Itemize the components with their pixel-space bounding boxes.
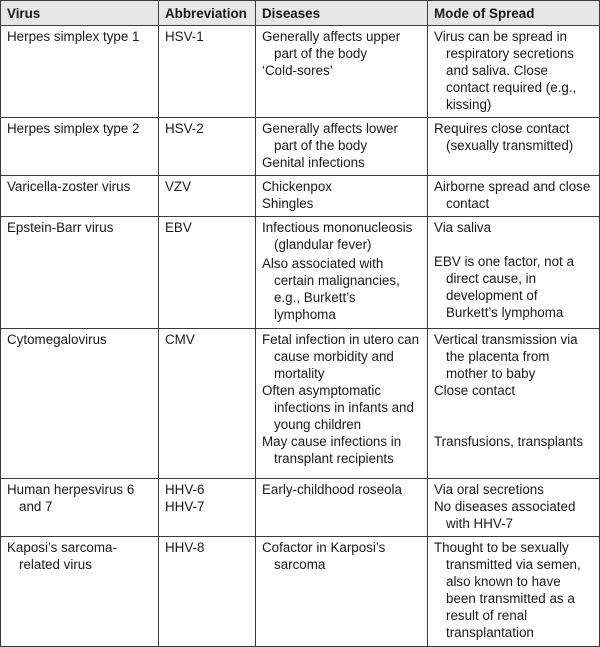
disease-text: Infectious mononucleosis (glandular fever) xyxy=(262,220,413,252)
spread-text: Via saliva xyxy=(434,220,492,235)
abbreviation-text: HHV-8 xyxy=(165,540,205,555)
abbreviation-text: HSV-1 xyxy=(165,29,204,44)
spread-text: Vertical transmission via the placenta from mother to baby xyxy=(434,332,578,381)
abbreviation-cell xyxy=(159,26,256,118)
abbreviation-cell xyxy=(159,118,256,176)
virus-name: Herpes simplex type 2 xyxy=(7,121,140,136)
spread-text: No diseases associated with HHV-7 xyxy=(434,499,576,531)
diseases-cell xyxy=(256,537,428,647)
disease-text: May cause infections in transplant recipients xyxy=(262,434,402,466)
diseases-cell xyxy=(256,479,428,537)
abbreviation-text: CMV xyxy=(165,332,195,347)
disease-text: Shingles xyxy=(262,196,314,211)
abbreviation-text: VZV xyxy=(165,179,192,194)
virus-cell xyxy=(1,118,159,176)
header-mode-of-spread: Mode of Spread xyxy=(428,1,600,26)
virus-cell xyxy=(1,479,159,537)
abbreviation-cell xyxy=(159,217,256,329)
abbreviation-text: HHV-6 xyxy=(165,482,205,497)
abbreviation-cell xyxy=(159,479,256,537)
virus-cell xyxy=(1,537,159,647)
diseases-cell xyxy=(256,329,428,479)
spread-cell xyxy=(428,217,600,329)
virus-name: Herpes simplex type 1 xyxy=(7,29,140,44)
spread-text: Requires close contact (sexually transmitted) xyxy=(434,121,574,153)
table-row xyxy=(1,118,600,176)
spread-text: Transfusions, transplants xyxy=(434,434,584,449)
virus-name: Kaposi’s sarcoma-related virus xyxy=(7,540,117,572)
abbreviation-cell xyxy=(159,537,256,647)
virus-cell xyxy=(1,26,159,118)
spread-text: EBV is one factor, not a direct cause, in development of Burkett’s lymphoma xyxy=(434,254,574,320)
spread-cell xyxy=(428,329,600,479)
table-row xyxy=(1,537,600,647)
virus-cell xyxy=(1,176,159,217)
abbreviation-cell xyxy=(159,329,256,479)
diseases-cell xyxy=(256,176,428,217)
spread-cell xyxy=(428,26,600,118)
header-virus: Virus xyxy=(1,1,159,26)
diseases-cell xyxy=(256,118,428,176)
virus-name: Epstein-Barr virus xyxy=(7,220,114,235)
table-row xyxy=(1,176,600,217)
abbreviation-text: HHV-7 xyxy=(165,499,205,514)
table-row xyxy=(1,26,600,118)
disease-text: Often asymptomatic infections in infants and young children xyxy=(262,383,414,432)
diseases-cell xyxy=(256,217,428,329)
spread-text: Virus can be spread in respiratory secretions and saliva. Close contact required (e.g., kissing) xyxy=(434,29,577,112)
header-diseases: Diseases xyxy=(256,1,428,26)
disease-text: Cofactor in Karposi’s sarcoma xyxy=(262,540,386,572)
abbreviation-cell xyxy=(159,176,256,217)
spread-text: Airborne spread and close contact xyxy=(434,179,591,211)
table-row xyxy=(1,217,600,329)
abbreviation-text: HSV-2 xyxy=(165,121,204,136)
spread-text: Via oral secretions xyxy=(434,482,544,497)
spread-text: Close contact xyxy=(434,383,516,398)
header-row xyxy=(1,1,600,26)
spread-cell xyxy=(428,176,600,217)
table-row xyxy=(1,329,600,479)
table-row xyxy=(1,479,600,537)
disease-text: Also associated with certain malignancies, e.g., Burkett’s lymphoma xyxy=(262,256,400,322)
disease-text: Generally affects lower part of the body xyxy=(262,121,398,153)
virus-cell xyxy=(1,329,159,479)
disease-text: Early-childhood roseola xyxy=(262,482,402,497)
spread-cell xyxy=(428,118,600,176)
virus-name: Cytomegalovirus xyxy=(7,332,107,347)
disease-text: Generally affects upper part of the body xyxy=(262,29,401,61)
diseases-cell xyxy=(256,26,428,118)
abbreviation-text: EBV xyxy=(165,220,192,235)
spread-text: Thought to be sexually transmitted via semen, also known to have been transmitted as a result of renal transplantation xyxy=(434,540,581,640)
virus-name: Human herpesvirus 6 and 7 xyxy=(7,482,135,514)
spread-cell xyxy=(428,537,600,647)
disease-text: Chickenpox xyxy=(262,179,332,194)
virus-cell xyxy=(1,217,159,329)
disease-text: Genital infections xyxy=(262,155,365,170)
disease-text: ‘Cold-sores’ xyxy=(262,63,333,78)
disease-text: Fetal infection in utero can cause morbidity and mortality xyxy=(262,332,420,381)
spread-cell xyxy=(428,479,600,537)
header-abbreviation: Abbreviation xyxy=(159,1,256,26)
virus-name: Varicella-zoster virus xyxy=(7,179,131,194)
